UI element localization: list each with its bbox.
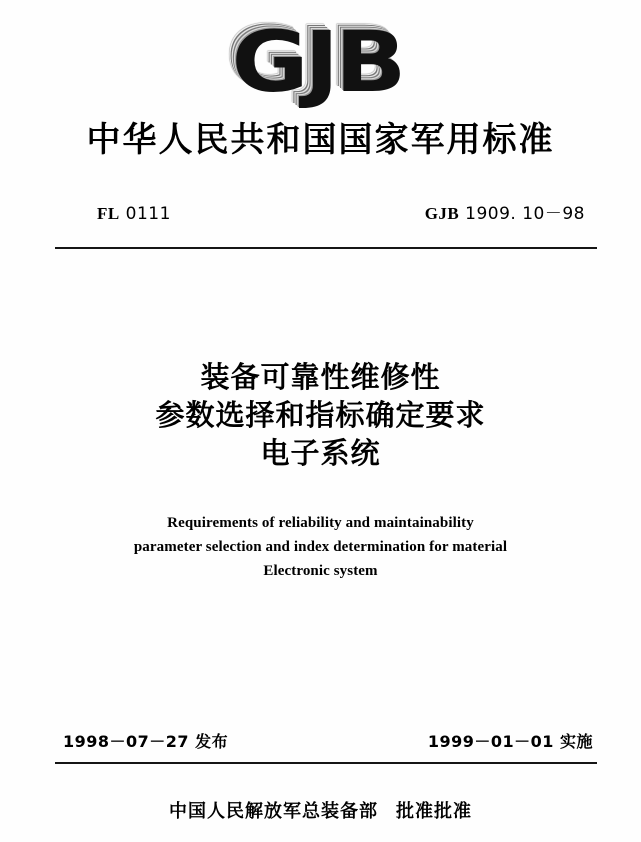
code-row bbox=[55, 199, 597, 225]
subtitle-line-3: Electronic system bbox=[263, 563, 378, 579]
document-subtitle-english bbox=[0, 511, 641, 583]
date-row bbox=[55, 729, 597, 755]
bottom-divider bbox=[55, 762, 597, 764]
subtitle-line-1: Requirements of reliability and maintainability bbox=[167, 515, 474, 531]
classification-code-number: 0111 bbox=[125, 204, 171, 224]
effective-date: 1999－01－01 实施 bbox=[427, 732, 593, 751]
classification-code-prefix: FL bbox=[97, 204, 120, 223]
top-divider bbox=[55, 247, 597, 249]
national-standard-headline: 中华人民共和国国家军用标准 bbox=[86, 120, 555, 160]
title-line-1: 装备可靠性维修性 bbox=[200, 360, 441, 394]
issuing-authority-organization: 中国人民解放军总装备部 bbox=[169, 801, 378, 822]
issuing-authority bbox=[0, 797, 641, 823]
standard-number-prefix: GJB bbox=[424, 204, 460, 223]
issuing-authority-approval: 批准批准 bbox=[396, 801, 472, 822]
title-line-3: 电子系统 bbox=[260, 436, 381, 470]
standard-number bbox=[425, 199, 585, 224]
classification-code bbox=[97, 204, 171, 224]
standard-number-value: 1909. 10－98 bbox=[465, 204, 585, 224]
subtitle-line-2: parameter selection and index determination for material bbox=[133, 539, 508, 555]
gjb-emblem bbox=[0, 13, 641, 111]
issue-date: 1998－07－27 发布 bbox=[63, 732, 229, 751]
gjb-emblem-text: GJB bbox=[231, 13, 403, 111]
document-title bbox=[0, 358, 641, 472]
title-line-2: 参数选择和指标确定要求 bbox=[155, 398, 486, 432]
